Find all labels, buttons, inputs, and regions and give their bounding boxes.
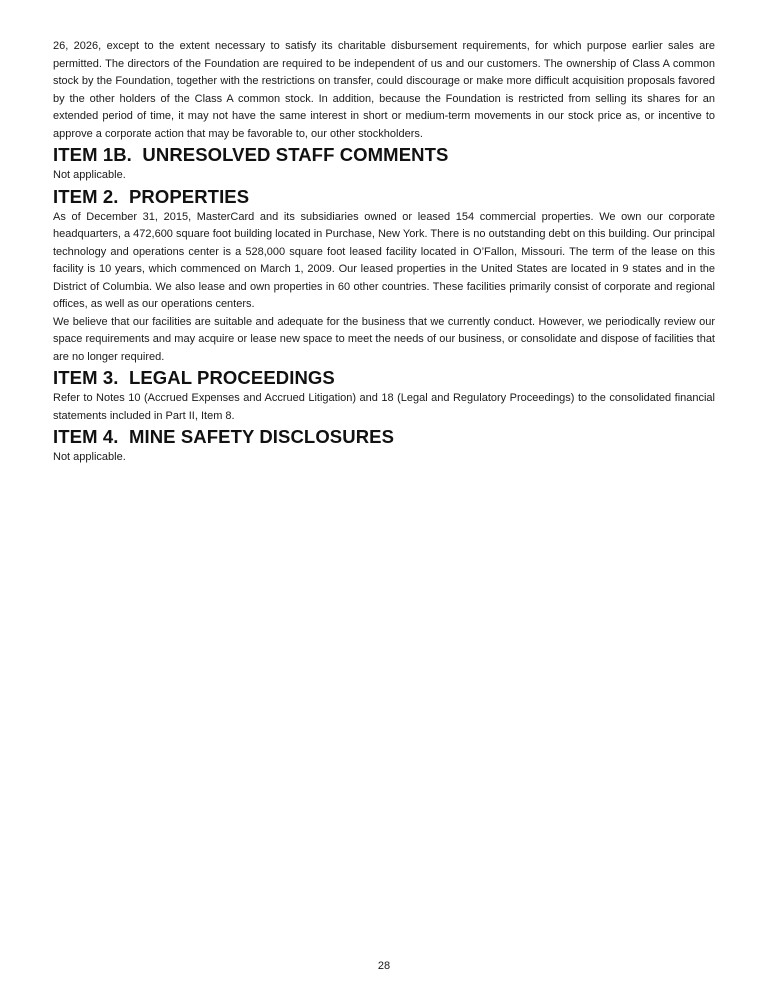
item-2-paragraph-1: As of December 31, 2015, MasterCard and its subsidiaries owned or leased 154 commercial properties. We own our corporate headquarters, a 472,600 square foot building located in Purchase, New York. There is no outstanding debt on this building. Our principal technology and operations center is a 528,000 square foot leased facility located in O’Fallon, Missouri. The term of the lease on this facility is 10 years, which commenced on March 1, 2009. Our leased properties in the United States are located in 9 states and in the District of Columbia. We also lease and own properties in 60 other countries. These facilities primarily consist of corporate and regional offices, as well as our operations centers. (53, 210, 715, 310)
item-3-paragraph: Refer to Notes 10 (Accrued Expenses and Accrued Litigation) and 18 (Legal and Regulatory Proceedings) to the consolidated financial statements included in Part II, Item 8. (53, 392, 715, 422)
document-page (53, 38, 715, 467)
page-number: 28 (377, 960, 391, 972)
item-2-paragraph-2: We believe that our facilities are suitable and adequate for the business that we currently conduct. However, we periodically review our space requirements and may acquire or lease new space to meet the needs of our business, or consolidate and dispose of facilities that are no longer required. (53, 315, 715, 363)
item-3-heading: ITEM 3. LEGAL PROCEEDINGS (53, 367, 335, 388)
intro-paragraph: 26, 2026, except to the extent necessary to satisfy its charitable disbursement requirements, for which purpose earlier sales are permitted. The directors of the Foundation are required to be independent of us and our customers. The ownership of Class A common stock by the Foundation, together with the restrictions on transfer, could discourage or make more difficult acquisition proposals favored by the other holders of the Class A common stock. In addition, because the Foundation is restricted from selling its shares for an extended period of time, it may not have the same interest in short or medium-term movements in our stock price as, or incentive to approve a corporate action that may be favorable to, our other stockholders. (53, 40, 715, 140)
item-1b-text: Not applicable. (53, 169, 126, 181)
item-2-heading: ITEM 2. PROPERTIES (53, 185, 250, 207)
item-4-heading: ITEM 4. MINE SAFETY DISCLOSURES (53, 426, 395, 447)
item-1b-heading: ITEM 1B. UNRESOLVED STAFF COMMENTS (53, 144, 449, 165)
item-4-text: Not applicable. (53, 451, 126, 463)
